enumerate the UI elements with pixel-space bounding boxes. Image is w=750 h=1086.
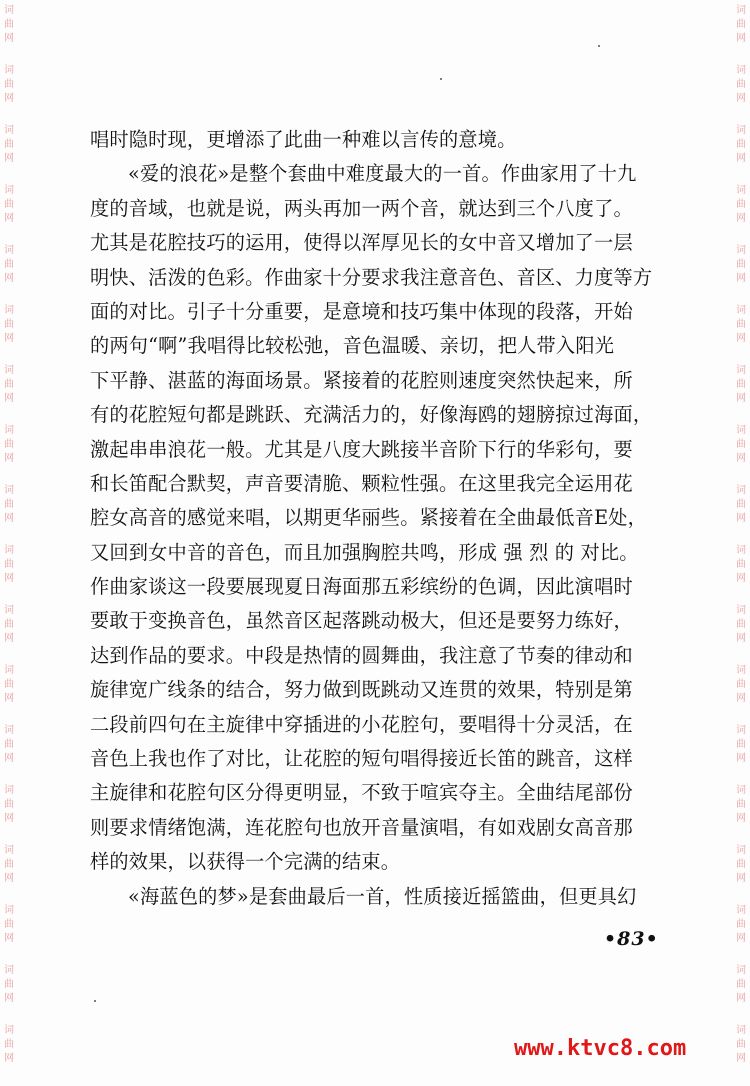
watermark-group bbox=[4, 0, 14, 60]
text-line: 达到作品的要求。中段是热情的圆舞曲，我注意了节奏的律动和 bbox=[90, 643, 633, 667]
watermark-char: 词 bbox=[736, 845, 746, 856]
watermark-group bbox=[4, 720, 14, 780]
text-line: 样的效果，以获得一个完满的结束。 bbox=[90, 850, 401, 874]
watermark-char: 网 bbox=[4, 213, 14, 224]
watermark-group bbox=[736, 120, 746, 180]
text-line: 则要求情绪饱满，连花腔句也放开音量演唱，有如戏剧女高音那 bbox=[90, 815, 633, 839]
watermark-char: 曲 bbox=[4, 679, 14, 690]
watermark-char: 曲 bbox=[4, 439, 14, 450]
watermark-group bbox=[4, 660, 14, 720]
watermark-char: 曲 bbox=[736, 139, 746, 150]
watermark-char: 网 bbox=[4, 873, 14, 884]
watermark-char: 曲 bbox=[736, 199, 746, 210]
watermark-char: 词 bbox=[736, 185, 746, 196]
watermark-char: 曲 bbox=[4, 1039, 14, 1050]
watermark-char: 词 bbox=[4, 365, 14, 376]
text-line: «爱的浪花»是整个套曲中难度最大的一首。作曲家用了十九 bbox=[128, 162, 637, 186]
watermark-group bbox=[4, 840, 14, 900]
watermark-group bbox=[4, 900, 14, 960]
watermark-char: 曲 bbox=[4, 19, 14, 30]
text-line: 又回到女中音的音色，而且加强胸腔共鸣，形成 强 烈 的 对比。 bbox=[90, 540, 639, 564]
footer-watermark-url: www.ktvc8.com bbox=[514, 1036, 687, 1061]
page-number: •83• bbox=[604, 928, 659, 950]
watermark-group bbox=[4, 780, 14, 840]
watermark-char: 网 bbox=[736, 633, 746, 644]
watermark-group bbox=[4, 1020, 14, 1080]
watermark-char: 曲 bbox=[736, 739, 746, 750]
watermark-group bbox=[4, 300, 14, 360]
watermark-group bbox=[4, 480, 14, 540]
watermark-char: 曲 bbox=[4, 79, 14, 90]
watermark-char: 网 bbox=[4, 393, 14, 404]
text-line: 二段前四句在主旋律中穿插进的小花腔句，要唱得十分灵活，在 bbox=[90, 712, 633, 736]
watermark-char: 网 bbox=[736, 873, 746, 884]
watermark-char: 词 bbox=[736, 305, 746, 316]
watermark-char: 词 bbox=[736, 965, 746, 976]
watermark-char: 词 bbox=[4, 5, 14, 16]
watermark-char: 词 bbox=[736, 725, 746, 736]
watermark-char: 网 bbox=[736, 813, 746, 824]
watermark-char: 曲 bbox=[4, 139, 14, 150]
watermark-char: 曲 bbox=[4, 799, 14, 810]
watermark-char: 曲 bbox=[4, 619, 14, 630]
watermark-char: 曲 bbox=[4, 859, 14, 870]
watermark-char: 曲 bbox=[736, 919, 746, 930]
watermark-char: 网 bbox=[736, 153, 746, 164]
watermark-char: 词 bbox=[4, 305, 14, 316]
watermark-char: 词 bbox=[4, 185, 14, 196]
watermark-char: 词 bbox=[4, 545, 14, 556]
watermark-char: 网 bbox=[4, 93, 14, 104]
watermark-char: 网 bbox=[736, 213, 746, 224]
watermark-char: 网 bbox=[4, 753, 14, 764]
watermark-group bbox=[4, 360, 14, 420]
watermark-char: 曲 bbox=[736, 559, 746, 570]
watermark-char: 网 bbox=[4, 993, 14, 1004]
watermark-group bbox=[736, 0, 746, 60]
watermark-char: 词 bbox=[4, 605, 14, 616]
watermark-char: 词 bbox=[736, 905, 746, 916]
watermark-char: 词 bbox=[736, 485, 746, 496]
watermark-char: 曲 bbox=[4, 919, 14, 930]
watermark-char: 曲 bbox=[736, 319, 746, 330]
text-line: 尤其是花腔技巧的运用，使得以浑厚见长的女中音又增加了一层 bbox=[90, 231, 633, 255]
watermark-char: 曲 bbox=[4, 379, 14, 390]
watermark-char: 网 bbox=[4, 813, 14, 824]
watermark-group bbox=[736, 540, 746, 600]
text-line: 有的花腔短句都是跳跃、充满活力的，好像海鸥的翅膀掠过海面， bbox=[90, 403, 653, 427]
watermark-char: 网 bbox=[736, 933, 746, 944]
watermark-group bbox=[4, 600, 14, 660]
text-line: 度的音域，也就是说，两头再加一两个音，就达到三个八度了。 bbox=[90, 196, 633, 220]
watermark-group bbox=[736, 720, 746, 780]
watermark-char: 网 bbox=[4, 633, 14, 644]
watermark-group bbox=[736, 660, 746, 720]
watermark-char: 曲 bbox=[736, 379, 746, 390]
watermark-char: 曲 bbox=[736, 859, 746, 870]
watermark-char: 网 bbox=[736, 1053, 746, 1064]
watermark-char: 词 bbox=[736, 65, 746, 76]
scan-speck bbox=[94, 1000, 96, 1002]
body-text bbox=[90, 123, 670, 914]
watermark-char: 网 bbox=[736, 573, 746, 584]
watermark-char: 网 bbox=[736, 513, 746, 524]
watermark-group bbox=[4, 960, 14, 1020]
watermark-char: 网 bbox=[736, 453, 746, 464]
watermark-char: 曲 bbox=[736, 799, 746, 810]
watermark-group bbox=[736, 480, 746, 540]
text-line: 激起串串浪花一般。尤其是八度大跳接半音阶下行的华彩句，要 bbox=[90, 437, 633, 461]
watermark-group bbox=[736, 300, 746, 360]
watermark-char: 词 bbox=[736, 605, 746, 616]
text-line: 主旋律和花腔句区分得更明显，不致于喧宾夺主。全曲结尾部份 bbox=[90, 781, 633, 805]
watermark-char: 网 bbox=[736, 93, 746, 104]
text-line: 面的对比。引子十分重要，是意境和技巧集中体现的段落，开始 bbox=[90, 299, 633, 323]
watermark-char: 网 bbox=[4, 933, 14, 944]
watermark-char: 曲 bbox=[736, 19, 746, 30]
watermark-char: 曲 bbox=[736, 979, 746, 990]
left-margin-watermark bbox=[2, 0, 16, 1086]
watermark-group bbox=[4, 60, 14, 120]
text-line: 作曲家谈这一段要展现夏日海面那五彩缤纷的色调，因此演唱时 bbox=[90, 575, 633, 599]
watermark-char: 词 bbox=[4, 125, 14, 136]
watermark-group bbox=[736, 840, 746, 900]
watermark-char: 词 bbox=[736, 545, 746, 556]
right-margin-watermark bbox=[734, 0, 748, 1086]
watermark-char: 词 bbox=[4, 1025, 14, 1036]
watermark-group bbox=[736, 180, 746, 240]
watermark-char: 网 bbox=[736, 273, 746, 284]
watermark-char: 词 bbox=[736, 5, 746, 16]
text-line: 旋律宽广线条的结合，努力做到既跳动又连贯的效果，特别是第 bbox=[90, 678, 633, 702]
watermark-char: 曲 bbox=[4, 979, 14, 990]
watermark-char: 曲 bbox=[736, 1039, 746, 1050]
watermark-char: 词 bbox=[4, 785, 14, 796]
watermark-char: 网 bbox=[4, 1053, 14, 1064]
scan-speck bbox=[440, 78, 442, 80]
watermark-char: 词 bbox=[4, 65, 14, 76]
scan-speck bbox=[598, 45, 600, 47]
watermark-char: 曲 bbox=[4, 319, 14, 330]
watermark-char: 曲 bbox=[4, 199, 14, 210]
watermark-group bbox=[736, 1020, 746, 1080]
watermark-group bbox=[736, 240, 746, 300]
watermark-char: 曲 bbox=[736, 619, 746, 630]
watermark-char: 网 bbox=[4, 453, 14, 464]
watermark-char: 曲 bbox=[4, 499, 14, 510]
watermark-char: 词 bbox=[4, 485, 14, 496]
watermark-char: 词 bbox=[736, 125, 746, 136]
watermark-char: 词 bbox=[736, 785, 746, 796]
text-line: 下平静、湛蓝的海面场景。紧接着的花腔则速度突然快起来，所 bbox=[90, 368, 633, 392]
watermark-char: 网 bbox=[736, 693, 746, 704]
watermark-group bbox=[4, 420, 14, 480]
text-line: 和长笛配合默契，声音要清脆、颗粒性强。在这里我完全运用花 bbox=[90, 471, 633, 495]
watermark-char: 词 bbox=[4, 725, 14, 736]
watermark-char: 网 bbox=[736, 753, 746, 764]
text-line: 唱时隐时现，更增添了此曲一种难以言传的意境。 bbox=[90, 128, 517, 151]
watermark-char: 网 bbox=[4, 33, 14, 44]
watermark-char: 网 bbox=[736, 993, 746, 1004]
watermark-char: 曲 bbox=[736, 439, 746, 450]
watermark-group bbox=[4, 120, 14, 180]
watermark-group bbox=[736, 360, 746, 420]
watermark-group bbox=[736, 900, 746, 960]
watermark-char: 曲 bbox=[736, 259, 746, 270]
watermark-char: 曲 bbox=[736, 79, 746, 90]
watermark-char: 网 bbox=[736, 33, 746, 44]
text-line: 腔女高音的感觉来唱，以期更华丽些。紧接着在全曲最低音E处， bbox=[90, 506, 648, 530]
watermark-char: 词 bbox=[4, 245, 14, 256]
watermark-char: 词 bbox=[736, 245, 746, 256]
watermark-char: 词 bbox=[736, 1025, 746, 1036]
watermark-char: 词 bbox=[736, 365, 746, 376]
watermark-group bbox=[4, 180, 14, 240]
watermark-char: 词 bbox=[4, 965, 14, 976]
watermark-char: 网 bbox=[4, 273, 14, 284]
watermark-char: 曲 bbox=[736, 679, 746, 690]
watermark-group bbox=[736, 960, 746, 1020]
watermark-group bbox=[4, 540, 14, 600]
watermark-char: 曲 bbox=[736, 499, 746, 510]
watermark-char: 词 bbox=[4, 905, 14, 916]
text-line: «海蓝色的梦»是套曲最后一首，性质接近摇篮曲，但更具幻 bbox=[128, 884, 637, 908]
watermark-char: 网 bbox=[4, 573, 14, 584]
watermark-group bbox=[736, 420, 746, 480]
watermark-group bbox=[736, 60, 746, 120]
text-line: 的两句“啊”我唱得比较松弛，音色温暖、亲切，把人带入阳光 bbox=[90, 334, 615, 358]
watermark-char: 网 bbox=[4, 153, 14, 164]
watermark-char: 曲 bbox=[4, 739, 14, 750]
watermark-char: 曲 bbox=[4, 259, 14, 270]
text-line: 要敢于变换音色，虽然音区起落跳动极大，但还是要努力练好， bbox=[90, 609, 633, 633]
watermark-char: 曲 bbox=[4, 559, 14, 570]
text-line: 明快、活泼的色彩。作曲家十分要求我注意音色、音区、力度等方 bbox=[90, 265, 653, 289]
watermark-char: 词 bbox=[4, 665, 14, 676]
watermark-char: 网 bbox=[4, 693, 14, 704]
watermark-char: 网 bbox=[4, 333, 14, 344]
watermark-group bbox=[736, 600, 746, 660]
watermark-group bbox=[4, 240, 14, 300]
watermark-char: 词 bbox=[4, 425, 14, 436]
watermark-char: 网 bbox=[4, 513, 14, 524]
watermark-char: 词 bbox=[736, 665, 746, 676]
watermark-char: 词 bbox=[4, 845, 14, 856]
watermark-group bbox=[736, 780, 746, 840]
watermark-char: 网 bbox=[736, 393, 746, 404]
text-line: 音色上我也作了对比，让花腔的短句唱得接近长笛的跳音，这样 bbox=[90, 747, 633, 771]
watermark-char: 词 bbox=[736, 425, 746, 436]
watermark-char: 网 bbox=[736, 333, 746, 344]
